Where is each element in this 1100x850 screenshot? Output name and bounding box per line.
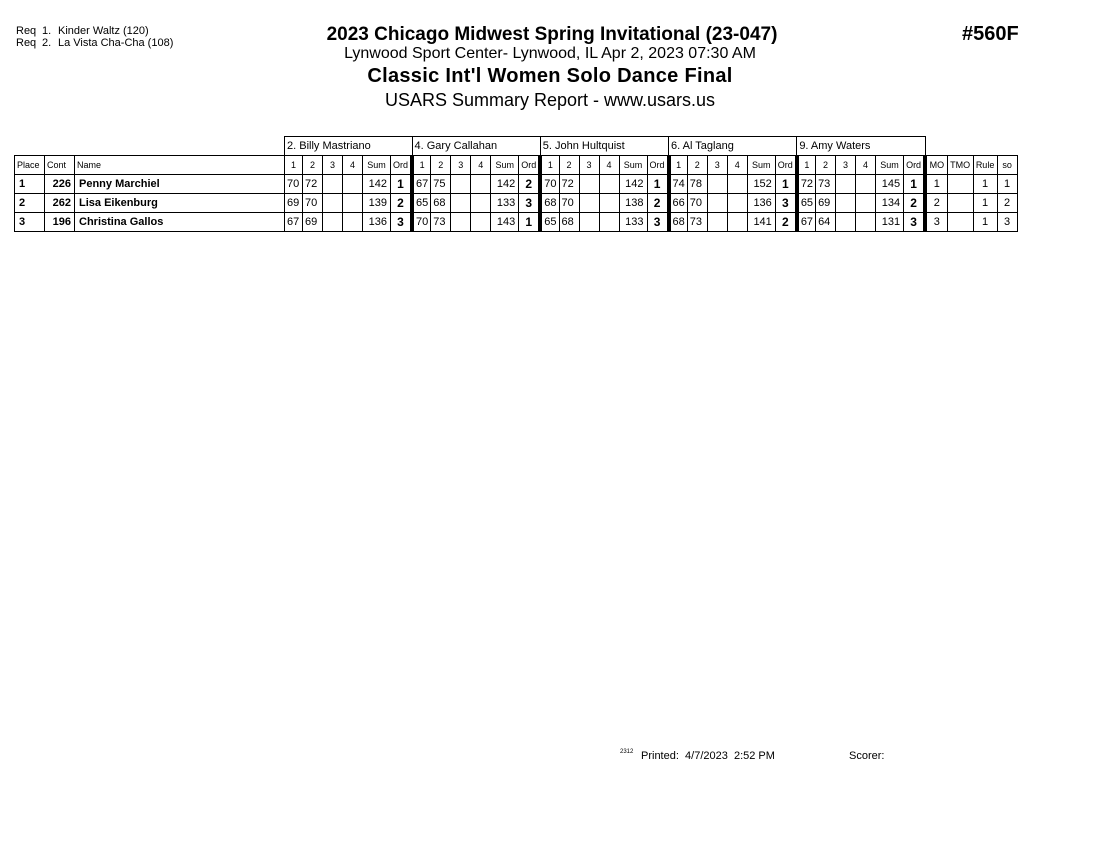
sum-cell: 145 bbox=[876, 175, 904, 194]
so-cell: 1 bbox=[997, 175, 1017, 194]
score-cell bbox=[599, 213, 619, 232]
score-cell: 67 bbox=[412, 175, 431, 194]
score-cell bbox=[323, 194, 343, 213]
col-score-3: 3 bbox=[323, 156, 343, 175]
score-cell bbox=[856, 175, 876, 194]
sum-cell: 143 bbox=[491, 213, 519, 232]
ordinal-cell: 1 bbox=[904, 175, 926, 194]
score-cell: 70 bbox=[687, 194, 707, 213]
ordinal-cell: 3 bbox=[391, 213, 413, 232]
score-cell bbox=[707, 194, 727, 213]
col-score-1: 1 bbox=[540, 156, 559, 175]
score-cell bbox=[707, 213, 727, 232]
col-sum: Sum bbox=[619, 156, 647, 175]
score-cell: 65 bbox=[412, 194, 431, 213]
score-cell: 65 bbox=[540, 213, 559, 232]
col-score-2: 2 bbox=[816, 156, 836, 175]
rule-cell: 1 bbox=[973, 213, 997, 232]
place-cell: 2 bbox=[15, 194, 45, 213]
ordinal-cell: 2 bbox=[904, 194, 926, 213]
score-cell bbox=[451, 194, 471, 213]
software-version: 2312 bbox=[620, 749, 634, 755]
skater-name: Penny Marchiel bbox=[75, 175, 285, 194]
score-cell bbox=[579, 194, 599, 213]
ordinal-cell: 3 bbox=[647, 213, 669, 232]
col-ord: Ord bbox=[904, 156, 926, 175]
col-score-2: 2 bbox=[431, 156, 451, 175]
requested-dance-2: Req 2. La Vista Cha-Cha (108) bbox=[16, 37, 174, 49]
sum-cell: 139 bbox=[363, 194, 391, 213]
score-cell bbox=[727, 213, 747, 232]
ordinal-cell: 1 bbox=[647, 175, 669, 194]
score-cell: 69 bbox=[285, 194, 303, 213]
sum-cell: 131 bbox=[876, 213, 904, 232]
sum-cell: 141 bbox=[747, 213, 775, 232]
col-score-2: 2 bbox=[559, 156, 579, 175]
score-cell: 69 bbox=[303, 213, 323, 232]
score-cell: 73 bbox=[687, 213, 707, 232]
score-cell bbox=[451, 175, 471, 194]
score-cell bbox=[599, 175, 619, 194]
place-cell: 3 bbox=[15, 213, 45, 232]
ordinal-cell: 3 bbox=[519, 194, 541, 213]
score-cell bbox=[579, 213, 599, 232]
so-cell: 3 bbox=[997, 213, 1017, 232]
event-name: Classic Int'l Women Solo Dance Final bbox=[367, 65, 733, 87]
ordinal-cell: 1 bbox=[391, 175, 413, 194]
ordinal-cell: 3 bbox=[904, 213, 926, 232]
col-score-3: 3 bbox=[707, 156, 727, 175]
score-cell: 64 bbox=[816, 213, 836, 232]
score-cell: 68 bbox=[669, 213, 688, 232]
table-row bbox=[15, 175, 1018, 194]
score-cell bbox=[707, 175, 727, 194]
score-cell: 78 bbox=[687, 175, 707, 194]
score-cell bbox=[856, 194, 876, 213]
mo-cell: 3 bbox=[925, 213, 947, 232]
ordinal-cell: 2 bbox=[391, 194, 413, 213]
col-sum: Sum bbox=[363, 156, 391, 175]
skater-name: Lisa Eikenburg bbox=[75, 194, 285, 213]
col-score-1: 1 bbox=[797, 156, 816, 175]
score-cell bbox=[343, 194, 363, 213]
score-cell bbox=[836, 175, 856, 194]
score-cell: 74 bbox=[669, 175, 688, 194]
printed-timestamp: Printed: 4/7/2023 2:52 PM bbox=[641, 750, 775, 762]
ordinal-cell: 2 bbox=[519, 175, 541, 194]
col-place: Place bbox=[15, 156, 45, 175]
sum-cell: 152 bbox=[747, 175, 775, 194]
score-cell bbox=[323, 213, 343, 232]
table-row bbox=[15, 213, 1018, 232]
score-cell bbox=[323, 175, 343, 194]
col-ord: Ord bbox=[775, 156, 797, 175]
col-ord: Ord bbox=[519, 156, 541, 175]
col-cont: Cont bbox=[45, 156, 75, 175]
score-cell bbox=[451, 213, 471, 232]
tmo-cell bbox=[947, 194, 973, 213]
col-score-1: 1 bbox=[412, 156, 431, 175]
so-cell: 2 bbox=[997, 194, 1017, 213]
score-cell bbox=[856, 213, 876, 232]
score-cell: 68 bbox=[540, 194, 559, 213]
col-score-2: 2 bbox=[303, 156, 323, 175]
score-cell: 75 bbox=[431, 175, 451, 194]
judge-header-row bbox=[15, 137, 1018, 156]
tmo-cell bbox=[947, 213, 973, 232]
col-score-4: 4 bbox=[343, 156, 363, 175]
score-cell bbox=[343, 213, 363, 232]
score-cell: 73 bbox=[431, 213, 451, 232]
col-score-3: 3 bbox=[579, 156, 599, 175]
score-cell bbox=[343, 175, 363, 194]
score-cell bbox=[471, 175, 491, 194]
report-name: USARS Summary Report - www.usars.us bbox=[384, 90, 716, 110]
col-score-1: 1 bbox=[669, 156, 688, 175]
sum-cell: 136 bbox=[363, 213, 391, 232]
score-cell: 67 bbox=[797, 213, 816, 232]
score-cell bbox=[471, 213, 491, 232]
score-cell: 68 bbox=[559, 213, 579, 232]
col-score-2: 2 bbox=[687, 156, 707, 175]
requested-dance-1: Req 1. Kinder Waltz (120) bbox=[16, 25, 149, 37]
col-rule: Rule bbox=[973, 156, 997, 175]
score-cell bbox=[836, 213, 856, 232]
scorer-label: Scorer: bbox=[849, 750, 885, 762]
score-cell: 65 bbox=[797, 194, 816, 213]
ordinal-cell: 1 bbox=[519, 213, 541, 232]
contestant-number: 226 bbox=[45, 175, 75, 194]
score-cell bbox=[836, 194, 856, 213]
col-score-3: 3 bbox=[451, 156, 471, 175]
score-cell bbox=[471, 194, 491, 213]
rule-cell: 1 bbox=[973, 194, 997, 213]
score-cell bbox=[727, 194, 747, 213]
mo-cell: 2 bbox=[925, 194, 947, 213]
score-cell: 72 bbox=[559, 175, 579, 194]
col-mo: MO bbox=[925, 156, 947, 175]
sum-cell: 136 bbox=[747, 194, 775, 213]
col-ord: Ord bbox=[647, 156, 669, 175]
tmo-cell bbox=[947, 175, 973, 194]
score-cell: 72 bbox=[797, 175, 816, 194]
sum-cell: 133 bbox=[619, 213, 647, 232]
mo-cell: 1 bbox=[925, 175, 947, 194]
venue-date-line: Lynwood Sport Center- Lynwood, IL Apr 2, 2023 07:30 AM bbox=[344, 45, 756, 62]
col-sum: Sum bbox=[876, 156, 904, 175]
col-sum: Sum bbox=[747, 156, 775, 175]
score-cell: 70 bbox=[559, 194, 579, 213]
score-cell: 73 bbox=[816, 175, 836, 194]
place-cell: 1 bbox=[15, 175, 45, 194]
score-cell: 70 bbox=[303, 194, 323, 213]
results-table bbox=[14, 136, 1018, 232]
contestant-number: 196 bbox=[45, 213, 75, 232]
score-cell: 68 bbox=[431, 194, 451, 213]
col-score-4: 4 bbox=[727, 156, 747, 175]
rule-cell: 1 bbox=[973, 175, 997, 194]
col-name: Name bbox=[75, 156, 285, 175]
col-score-4: 4 bbox=[471, 156, 491, 175]
judge-2-name: 4. Gary Callahan bbox=[412, 137, 540, 156]
col-score-3: 3 bbox=[836, 156, 856, 175]
skater-name: Christina Gallos bbox=[75, 213, 285, 232]
judge-5-name: 9. Amy Waters bbox=[797, 137, 925, 156]
ordinal-cell: 3 bbox=[775, 194, 797, 213]
table-row bbox=[15, 194, 1018, 213]
contestant-number: 262 bbox=[45, 194, 75, 213]
ordinal-cell: 2 bbox=[647, 194, 669, 213]
sum-cell: 142 bbox=[619, 175, 647, 194]
col-score-4: 4 bbox=[856, 156, 876, 175]
score-cell: 70 bbox=[540, 175, 559, 194]
sum-cell: 134 bbox=[876, 194, 904, 213]
sum-cell: 142 bbox=[491, 175, 519, 194]
score-cell bbox=[579, 175, 599, 194]
score-cell: 70 bbox=[285, 175, 303, 194]
judge-4-name: 6. Al Taglang bbox=[669, 137, 797, 156]
ordinal-cell: 2 bbox=[775, 213, 797, 232]
ordinal-cell: 1 bbox=[775, 175, 797, 194]
col-ord: Ord bbox=[391, 156, 413, 175]
sum-cell: 142 bbox=[363, 175, 391, 194]
col-sum: Sum bbox=[491, 156, 519, 175]
score-cell: 66 bbox=[669, 194, 688, 213]
score-cell: 67 bbox=[285, 213, 303, 232]
col-so: so bbox=[997, 156, 1017, 175]
sum-cell: 133 bbox=[491, 194, 519, 213]
sum-cell: 138 bbox=[619, 194, 647, 213]
column-header-row bbox=[15, 156, 1018, 175]
judge-1-name: 2. Billy Mastriano bbox=[285, 137, 413, 156]
score-cell bbox=[727, 175, 747, 194]
col-tmo: TMO bbox=[947, 156, 973, 175]
score-cell: 70 bbox=[412, 213, 431, 232]
event-number: #560F bbox=[962, 23, 1019, 45]
score-cell: 69 bbox=[816, 194, 836, 213]
col-score-4: 4 bbox=[599, 156, 619, 175]
competition-title: 2023 Chicago Midwest Spring Invitational (23-047) bbox=[326, 24, 778, 45]
score-cell bbox=[599, 194, 619, 213]
judge-3-name: 5. John Hultquist bbox=[540, 137, 668, 156]
score-cell: 72 bbox=[303, 175, 323, 194]
col-score-1: 1 bbox=[285, 156, 303, 175]
